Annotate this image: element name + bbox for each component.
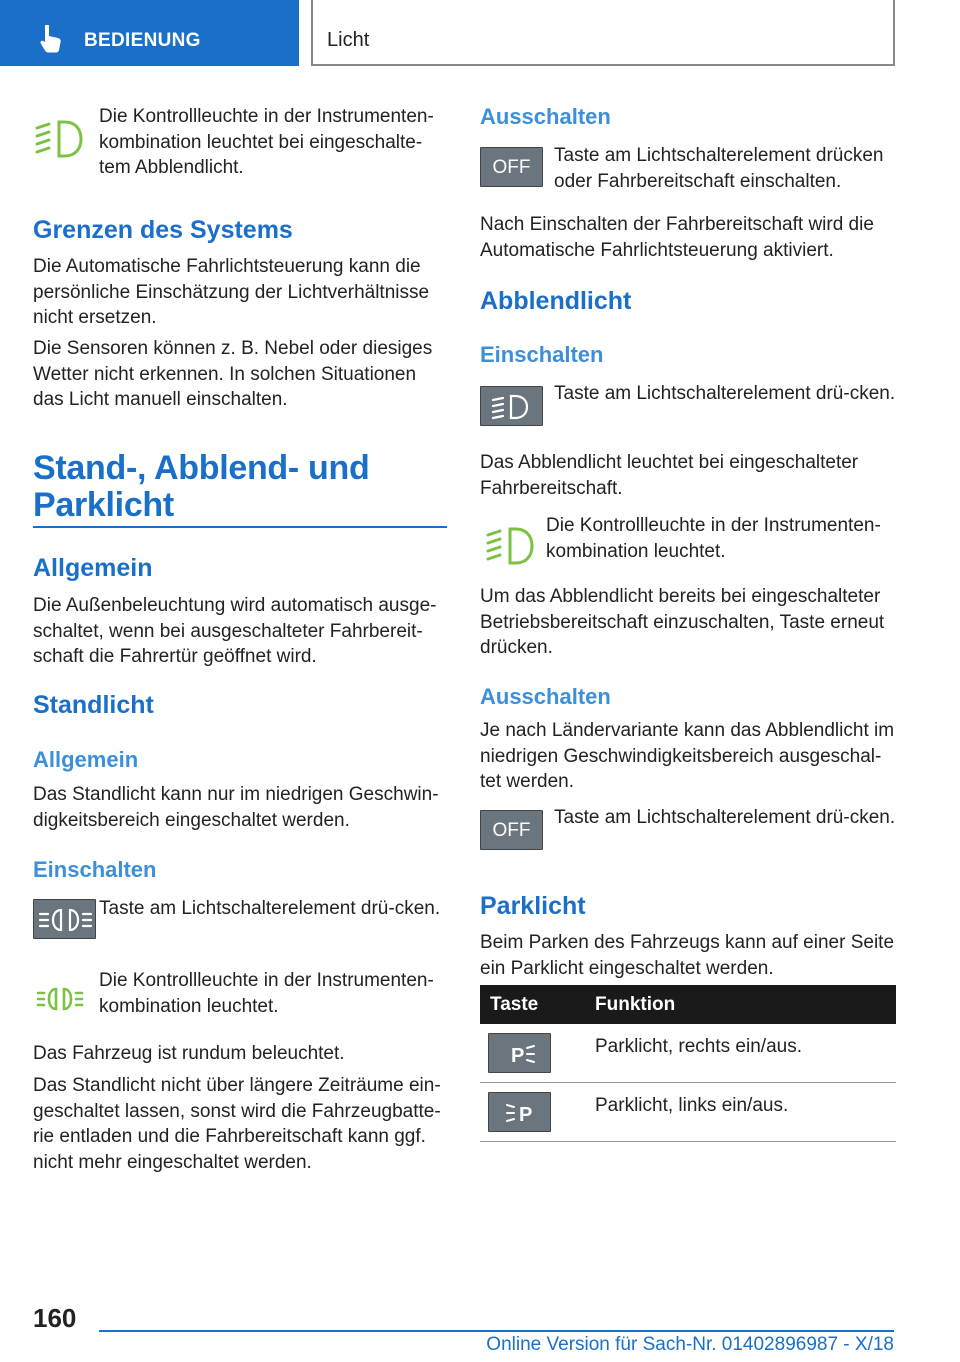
hand-pointer-icon bbox=[36, 23, 66, 53]
column-header-taste: Taste bbox=[490, 994, 539, 1015]
heading-abblendlicht: Abblendlicht bbox=[480, 287, 632, 315]
table-cell-funktion: Parklicht, rechts ein/aus. bbox=[595, 1036, 802, 1057]
chapter-box bbox=[311, 0, 895, 66]
low-beam-icon bbox=[481, 387, 544, 427]
off-label: OFF bbox=[492, 157, 531, 178]
table-row bbox=[480, 1083, 896, 1142]
parklicht-rechts-button[interactable] bbox=[488, 1033, 551, 1073]
paragraph: Um das Abblendlicht bereits bei eingeschalteter Betriebsbereitschaft einzuschalten, Taste erneut drücken. bbox=[480, 586, 885, 658]
heading-parklicht: Parklicht bbox=[480, 892, 586, 920]
button-row-standlicht bbox=[33, 896, 447, 948]
section-label: BEDIENUNG bbox=[84, 30, 201, 51]
chapter-title-line-1: Stand-, Abblend- und bbox=[33, 449, 370, 487]
off-button[interactable] bbox=[480, 810, 543, 850]
abblendlicht-button[interactable] bbox=[480, 386, 543, 426]
parklicht-links-button[interactable] bbox=[488, 1092, 551, 1132]
low-beam-indicator-icon bbox=[484, 523, 536, 569]
paragraph: Je nach Ländervariante kann das Abblendlicht im niedrigen Geschwindigkeitsbereich ausgeschal-tet werden. bbox=[480, 720, 895, 792]
chapter-title-line-2: Parklicht bbox=[33, 486, 174, 524]
heading-allgemein: Allgemein bbox=[33, 554, 153, 582]
paragraph: Nach Einschalten der Fahrbereitschaft wird die Automatische Fahrlichtsteuerung aktiviert. bbox=[480, 214, 874, 261]
indicator-row-low-beam bbox=[33, 104, 447, 184]
chapter-label: Licht bbox=[327, 29, 370, 51]
paragraph: Das Abblendlicht leuchtet bei eingeschalteter Fahrbereitschaft. bbox=[480, 452, 859, 499]
subheading-einschalten: Einschalten bbox=[480, 342, 604, 367]
paragraph: Die Automatische Fahrlichtsteuerung kann die persönliche Einschätzung der Lichtverhältnisse nicht ersetzen. bbox=[33, 256, 430, 328]
side-light-indicator-icon bbox=[37, 980, 89, 1020]
paragraph: Die Sensoren können z. B. Nebel oder diesiges Wetter nicht erkennen. In solchen Situationen das Licht manuell einschalten. bbox=[33, 338, 433, 410]
indicator-text: Die Kontrollleuchte in der Instrumenten-kombination leuchtet bei eingeschalte-tem Abblendlicht. bbox=[99, 106, 434, 178]
subheading-ausschalten: Ausschalten bbox=[480, 104, 611, 129]
table-header bbox=[480, 985, 896, 1024]
footer-version: Online Version für Sach-Nr. 01402896987 - X/18 bbox=[486, 1334, 894, 1355]
heading-standlicht: Standlicht bbox=[33, 691, 154, 719]
table-row bbox=[480, 1024, 896, 1083]
heading-grenzen: Grenzen des Systems bbox=[33, 216, 293, 244]
button-row-abblendlicht bbox=[480, 381, 896, 433]
indicator-row-standlicht bbox=[33, 968, 447, 1020]
paragraph: Die Außenbeleuchtung wird automatisch ausge-schaltet, wenn bei ausgeschalteter Fahrbereit-schaft die Fahrertür geöffnet wird. bbox=[33, 595, 437, 667]
paragraph: Das Standlicht nicht über längere Zeiträume ein-geschaltet lassen, sonst wird die Fahrzeugbatte-rie entladen und die Fahrbereitschaft kann ggf. nicht mehr eingeschaltet werden. bbox=[33, 1075, 441, 1173]
parking-light-left-icon bbox=[489, 1093, 552, 1133]
button-row-off bbox=[480, 143, 896, 195]
column-header-funktion: Funktion bbox=[595, 994, 676, 1015]
paragraph: Beim Parken des Fahrzeugs kann auf einer Seite ein Parklicht eingeschaltet werden. bbox=[480, 932, 895, 979]
subheading-einschalten: Einschalten bbox=[33, 857, 157, 882]
parklicht-table bbox=[480, 985, 896, 1142]
chapter-rule bbox=[33, 526, 447, 528]
section-tab[interactable] bbox=[0, 0, 299, 66]
svg-text:P: P bbox=[519, 1104, 533, 1126]
subheading-ausschalten: Ausschalten bbox=[480, 684, 611, 709]
low-beam-indicator-icon bbox=[33, 116, 85, 162]
svg-text:P: P bbox=[511, 1045, 525, 1067]
paragraph: Das Standlicht kann nur im niedrigen Geschwin-digkeitsbereich eingeschaltet werden. bbox=[33, 784, 439, 831]
paragraph: Das Fahrzeug ist rundum beleuchtet. bbox=[33, 1043, 345, 1064]
standlicht-button[interactable] bbox=[33, 899, 96, 939]
subheading-allgemein: Allgemein bbox=[33, 747, 139, 772]
footer-rule bbox=[99, 1330, 894, 1332]
off-label: OFF bbox=[492, 820, 531, 841]
indicator-text: Die Kontrollleuchte in der Instrumenten-kombination leuchtet. bbox=[99, 970, 434, 1017]
indicator-row-abblendlicht bbox=[480, 513, 896, 573]
off-button[interactable] bbox=[480, 147, 543, 187]
button-row-off-2 bbox=[480, 805, 896, 857]
side-light-icon bbox=[34, 900, 97, 940]
button-text: Taste am Lichtschalterelement drü-cken. bbox=[99, 898, 441, 919]
page-number: 160 bbox=[33, 1303, 77, 1333]
button-text: Taste am Lichtschalterelement drücken oder Fahrbereitschaft einschalten. bbox=[554, 145, 884, 192]
table-cell-funktion: Parklicht, links ein/aus. bbox=[595, 1095, 789, 1116]
button-text: Taste am Lichtschalterelement drü-cken. bbox=[554, 807, 896, 828]
indicator-text: Die Kontrollleuchte in der Instrumenten-kombination leuchtet. bbox=[546, 515, 881, 562]
button-text: Taste am Lichtschalterelement drü-cken. bbox=[554, 383, 896, 404]
parking-light-right-icon bbox=[489, 1034, 552, 1074]
